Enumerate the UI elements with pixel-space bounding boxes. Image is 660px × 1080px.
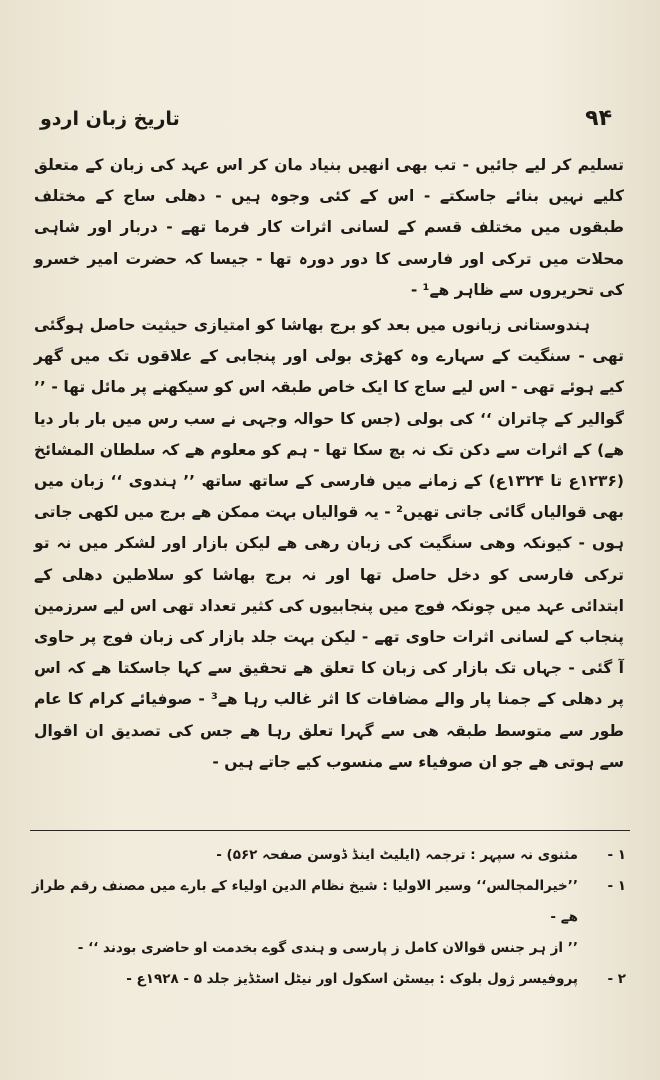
footnote-text: پروفیسر ژول بلوک : بیسٹن اسکول اور نیٹل اسٹڈیز جلد ۵ - ۱۹۲۸ع - xyxy=(126,971,578,987)
footnote-number: ۱ - xyxy=(607,847,626,863)
paragraph: تسلیم کر لیے جائیں - تب بھی انھیں بنیاد مان کر اس عہد کی زبان کے متعلق کلیے نہیں بنائے جاسکتے - اس کے کئی وجوہ ہیں - دھلی ساج کے مختلف طبقوں میں مختلف قسم کے لسانی اثرات کار فرما تھے - دربار اور شاہی محلات میں ترکی اور فارسی کا دور دورہ تھا - جیسا کہ حضرت امیر خسرو کی تحریروں سے ظاہر ھے¹ - xyxy=(34,156,624,299)
book-title: تاریخ زبان اردو xyxy=(40,108,180,130)
footnote-number: ۲ - xyxy=(607,971,626,987)
page-header xyxy=(40,108,620,148)
footnote-quote: ’’ از ہر جنس قوالان کامل ز پارسی و ہندی گوے بخدمت او حاضری بودند ‘‘ - xyxy=(77,940,578,956)
footnote xyxy=(30,840,630,871)
footnote xyxy=(30,964,630,995)
footnote-divider xyxy=(30,830,630,831)
page-number: ۹۴ xyxy=(585,106,612,131)
footnote xyxy=(30,933,630,964)
footnotes xyxy=(30,840,630,995)
main-text xyxy=(34,150,624,782)
paragraph: ہندوستانی زبانوں میں بعد کو برج بھاشا کو امتیازی حیثیت حاصل ہوگئی تھی - سنگیت کے سہارے وہ کھڑی بولی اور پنجابی کے علاقوں تک میں گھر کیے ہوئے تھی - اس لیے ساج کا ایک خاص طبقہ اس کو سیکھنے پر مائل تھا - ’’ گوالیر کے چاتران ‘‘ کی بولی (جس کا حوالہ وجہی نے سب رس میں بار بار دیا ھے) کے اثرات سے دکن تک نہ بچ سکا تھا - ہم کو معلوم ھے کہ سلطان المشائخ (۱۲۳۶ع تا ۱۳۲۴ع) کے زمانے میں فارسی کے ساتھ ساتھ ’’ ہندوی ‘‘ زبان میں بھی قوالیاں گائی جاتی تھیں² - یہ قوالیاں بہت ممکن ھے برج میں لکھی جاتی ہوں - کیونکہ وھی سنگیت کی زبان رھی ھے لیکن بازار اور لشکر میں نہ تو ترکی فارسی کو دخل حاصل تھا اور نہ برج بھاشا کو سلاطین دھلی کے ابتدائی عہد میں چونکہ فوج میں پنجابیوں کی کثیر تعداد تھی اس لیے سرزمین پنجاب کے لسانی اثرات حاوی تھے - لیکن بہت جلد بازار کی زبان فوج پر حاوی آ گئی - جہاں تک بازار کی زبان کا تعلق ھے تحقیق سے کہا جاسکتا ھے کہ اس پر دھلی کے جمنا پار والے مضافات کا اثر غالب رہا ھے³ - صوفیائے کرام کا عام طور سے متوسط طبقہ ھی سے گہرا تعلق رہا ھے جس کی تصدیق ان اقوال سے ہوتی ھے جو ان صوفیاء سے منسوب کیے جاتے ہیں - xyxy=(34,316,624,771)
footnote-text: ’’خیرالمجالس‘‘ وسیر الاولیا : شیخ نظام الدین اولیاء کے بارے میں مصنف رقم طراز ھے - xyxy=(31,878,578,925)
footnote xyxy=(30,871,630,933)
footnote-text: مثنوی نہ سپہر : ترجمہ (ایلیٹ اینڈ ڈوسن صفحہ ۵۶۲) - xyxy=(216,847,578,863)
footnote-number: ۱ - xyxy=(607,878,626,894)
